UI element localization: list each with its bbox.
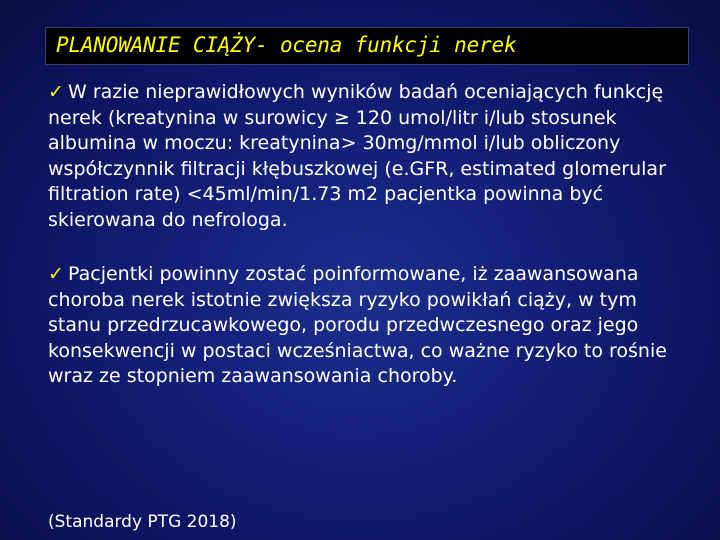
bullet-item-2 xyxy=(48,262,688,390)
source-citation: (Standardy PTG 2018) xyxy=(48,512,237,532)
bullet-text-2: Pacjentki powinny zostać poinformowane, iż zaawansowana choroba nerek istotnie zwiększa ryzyko powikłań ciąży, w tym stanu przedrzucawkowego, porodu przedwczesnego oraz jego konsekwencji w postaci wcześniactwa, co ważne ryzyko to rośnie wraz ze stopniem zaawansowania choroby. xyxy=(48,263,667,387)
checkmark-icon: ✓ xyxy=(48,81,64,103)
slide-title: PLANOWANIE CIĄŻY- ocena funkcji nerek xyxy=(56,33,517,57)
bullet-text-1: W razie nieprawidłowych wyników badań oceniających funkcję nerek (kreatynina w surowicy ≥ 120 umol/litr i/lub stosunek albumina w moczu: kreatynina> 30mg/mmol i/lub obliczony współczynnik filtracji kłębuszkowej (e.GFR, estimated glomerular filtration rate) <45ml/min/1.73 m2 pacjentka powinna być skierowana do nefrologa. xyxy=(48,81,666,231)
bullet-item-1 xyxy=(48,80,688,233)
checkmark-icon: ✓ xyxy=(48,263,64,285)
slide-body xyxy=(48,80,688,390)
title-bar xyxy=(45,27,689,65)
